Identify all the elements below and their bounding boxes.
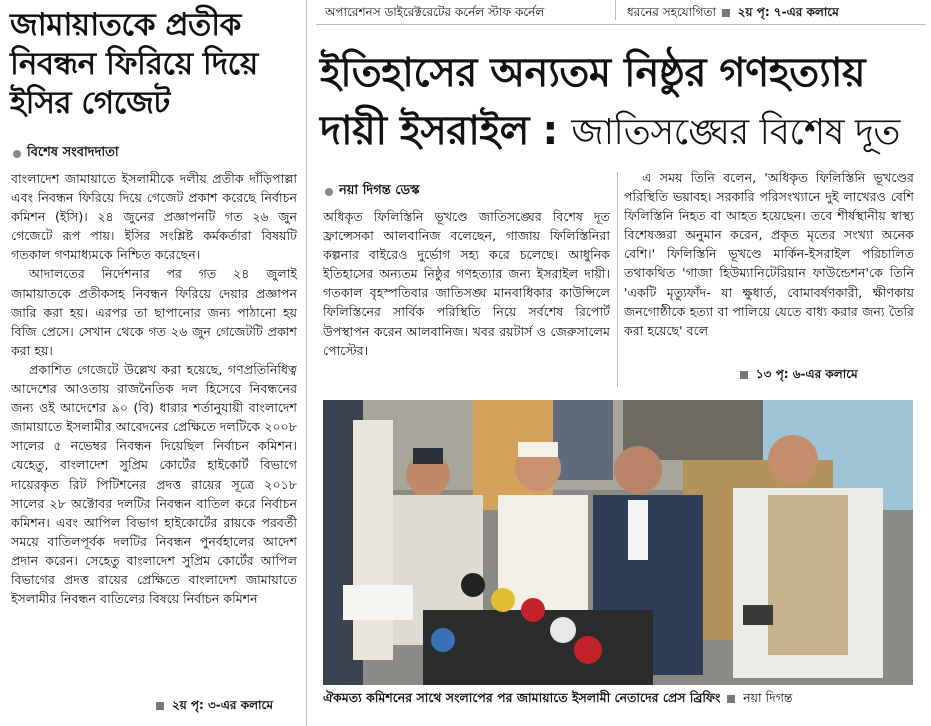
left-article-headline [10, 6, 295, 123]
main-article-headline [320, 44, 925, 162]
main-byline [325, 181, 419, 202]
left-headline-line: ইসির গেজেট [10, 85, 170, 121]
photo-caption [323, 690, 923, 710]
main-article-col1 [323, 207, 610, 385]
main-col2-jump-text: ১৩ পৃ: ৬-এর কলামে [755, 367, 858, 381]
left-byline-text: বিশেষ সংবাদদাতা [27, 145, 119, 160]
main-byline-text: নয়া দিগন্ত ডেস্ক [339, 183, 420, 198]
left-jump-text: ২য় পৃ: ৩-এর কলামে [171, 698, 273, 712]
main-headline-bold: দায়ী ইসরাইল : [320, 108, 558, 154]
left-paragraph: বাংলাদেশ জামায়াতে ইসলামীকে দলীয় প্রতীক দাঁড়িপাল্লা এবং নিবন্ধন ফিরিয়ে দিয়ে গেজেট প্রকাশ করেছে নির্বাচন কমিশন (ইসি)। ২৪ জুনের প্রজ্ঞাপনটি গত ২৬ জুন গেজেটে রূপ পায়। ইসির সংশ্লিষ্ট কর্মকর্তারা বিষয়টি গতকাল গণমাধ্যমকে নিশ্চিত করেছেন। [11, 171, 297, 263]
press-briefing-photo-illustration [323, 400, 913, 685]
top-strip-jump: ২য় পৃ: ৭-এর কলামে [737, 5, 839, 19]
left-jump [150, 697, 273, 717]
top-strip-right-text: ধরনের সহযোগিতা [627, 5, 716, 19]
byline-bullet-icon [13, 150, 21, 158]
credit-marker-icon [727, 695, 735, 703]
top-strip-left: অপারেশনস ডাইরেক্টরেটের কর্নেল স্টাফ কর্নেল [325, 5, 545, 19]
jump-marker-icon [722, 9, 730, 17]
left-byline [13, 143, 119, 164]
jump-marker-icon [740, 371, 748, 379]
left-paragraph: প্রকাশিত গেজেটে উল্লেখ করা হয়েছে, গণপ্রতিনিধিত্ব আদেশের আওতায় রাজনৈতিক দল হিসেবে নিবন্ধনের জন্য ওই আদেশের ৯০ (বি) ধারার শর্তানুযায়ী বাংলাদেশ জামায়াতে ইসলামীর আবেদনের প্রেক্ষিতে দলটিকে ২০০৮ সালের ৫ নভেম্বর নিবন্ধন দিয়েছিল নির্বাচন কমিশন। যেহেতু, বাংলাদেশ সুপ্রিম কোর্টের হাইকোর্ট বিভাগে দায়েরকৃত রিট পিটিশনের প্রদত্ত রায়ের সূত্রে ২০১৮ সালের ২৮ অক্টোবর দলটির নিবন্ধন বাতিল করে নির্বাচন কমিশন। এবং আপিল বিভাগ হাইকোর্টের রায়কে পরবর্তী সময়ে বাতিলপূর্বক দলটির নিবন্ধন পুনর্বহালের আদেশ প্রদান করেন। সেহেতু বাংলাদেশ সুপ্রিম কোর্টের আপিল বিভাগের প্রদত্ত রায়ের প্রেক্ষিতে বাংলাদেশ জামায়াতে ইসলামীর নিবন্ধন বাতিলের বিষয়ে নির্বাচন কমিশন [11, 361, 297, 607]
photo-caption-text: ঐকমত্য কমিশনের সাথে সংলাপের পর জামায়াতে ইসলামী নেতাদের প্রেস ব্রিফিং [323, 690, 721, 705]
byline-bullet-icon [325, 188, 333, 196]
main-headline-line1: ইতিহাসের অন্যতম নিষ্ঠুর গণহত্যায় [320, 50, 866, 96]
left-headline-line: জামায়াতকে প্রতীক [10, 7, 241, 43]
main-col2-jump [738, 366, 858, 386]
jump-marker-icon [156, 702, 164, 710]
main-col2-text: এ সময় তিনি বলেন, 'অধিকৃত ফিলিস্তিনি ভূখণ্ডের পরিস্থিতি ভয়াবহ। সরকারি পরিসংখ্যানে দুই লাখেরও বেশি ফিলিস্তিনি নিহত বা আহত হয়েছেন। তবে শীর্ষস্থানীয় স্বাস্থ্য বিশেষজ্ঞরা অনুমান করেন, প্রকৃত মৃতের সংখ্যা অনেক বেশি।' ফিলিস্তিনি ভূখণ্ডে মার্কিন-ইসরাইল পরিচালিত তথাকথিত 'গাজা হিউম্যানিটেরিয়ান ফাউন্ডেশন'কে তিনি 'একটি মৃত্যুফাঁদ- যা ক্ষুধার্ত, বোমাবর্ষণকারী, ক্ষীণকায় জনগোষ্ঠীকে হত্যা বা পালিয়ে যেতে বাধ্য করার জন্য তৈরি করা হয়েছে' বলে [624, 170, 914, 338]
main-headline-line2 [320, 102, 925, 162]
main-col1-text: অধিকৃত ফিলিস্তিনি ভূখণ্ডে জাতিসঙ্ঘের বিশেষ দূত ফ্রান্সেসকা আলবানিজ বলেছেন, গাজায় ফিলিস্তিনিরা কল্পনার বাইরেও দুর্ভোগ সহ্য করে চলেছে। আধুনিক ইতিহাসের অন্যতম নিষ্ঠুর গণহত্যার জন্য ইসরাইল দায়ী। গতকাল বৃহস্পতিবার জাতিসঙ্ঘ মানবাধিকার কাউন্সিলে ফিলিস্তিনের সার্বিক পরিস্থিতি নিয়ে সর্বশেষ রিপোর্ট উপস্থাপন করেন আলবানিজ। খবর রয়টার্স ও জেরুসালেম পোস্টের। [323, 209, 610, 358]
press-briefing-photo [323, 400, 913, 685]
left-paragraph: আদালতের নির্দেশনার পর গত ২৪ জুলাই জামায়াতকে প্রতীকসহ নিবন্ধন ফিরিয়ে দেয়ার প্রজ্ঞাপন জারি করা হয়। এরপর তা ছাপানোর জন্য পাঠানো হয় বিজি প্রেসে। সেখান থেকে গত ২৬ জুন গেজেটটি প্রকাশ করা হয়। [11, 266, 297, 358]
photo-credit: নয়া দিগন্ত [743, 690, 793, 705]
top-strip-right [627, 4, 839, 24]
main-headline-sub: জাতিসঙ্ঘের বিশেষ দূত [571, 112, 900, 153]
left-headline-line: নিবন্ধন ফিরিয়ে দিয়ে [10, 46, 258, 82]
left-article-body [11, 169, 297, 717]
main-article-col2 [624, 168, 914, 364]
